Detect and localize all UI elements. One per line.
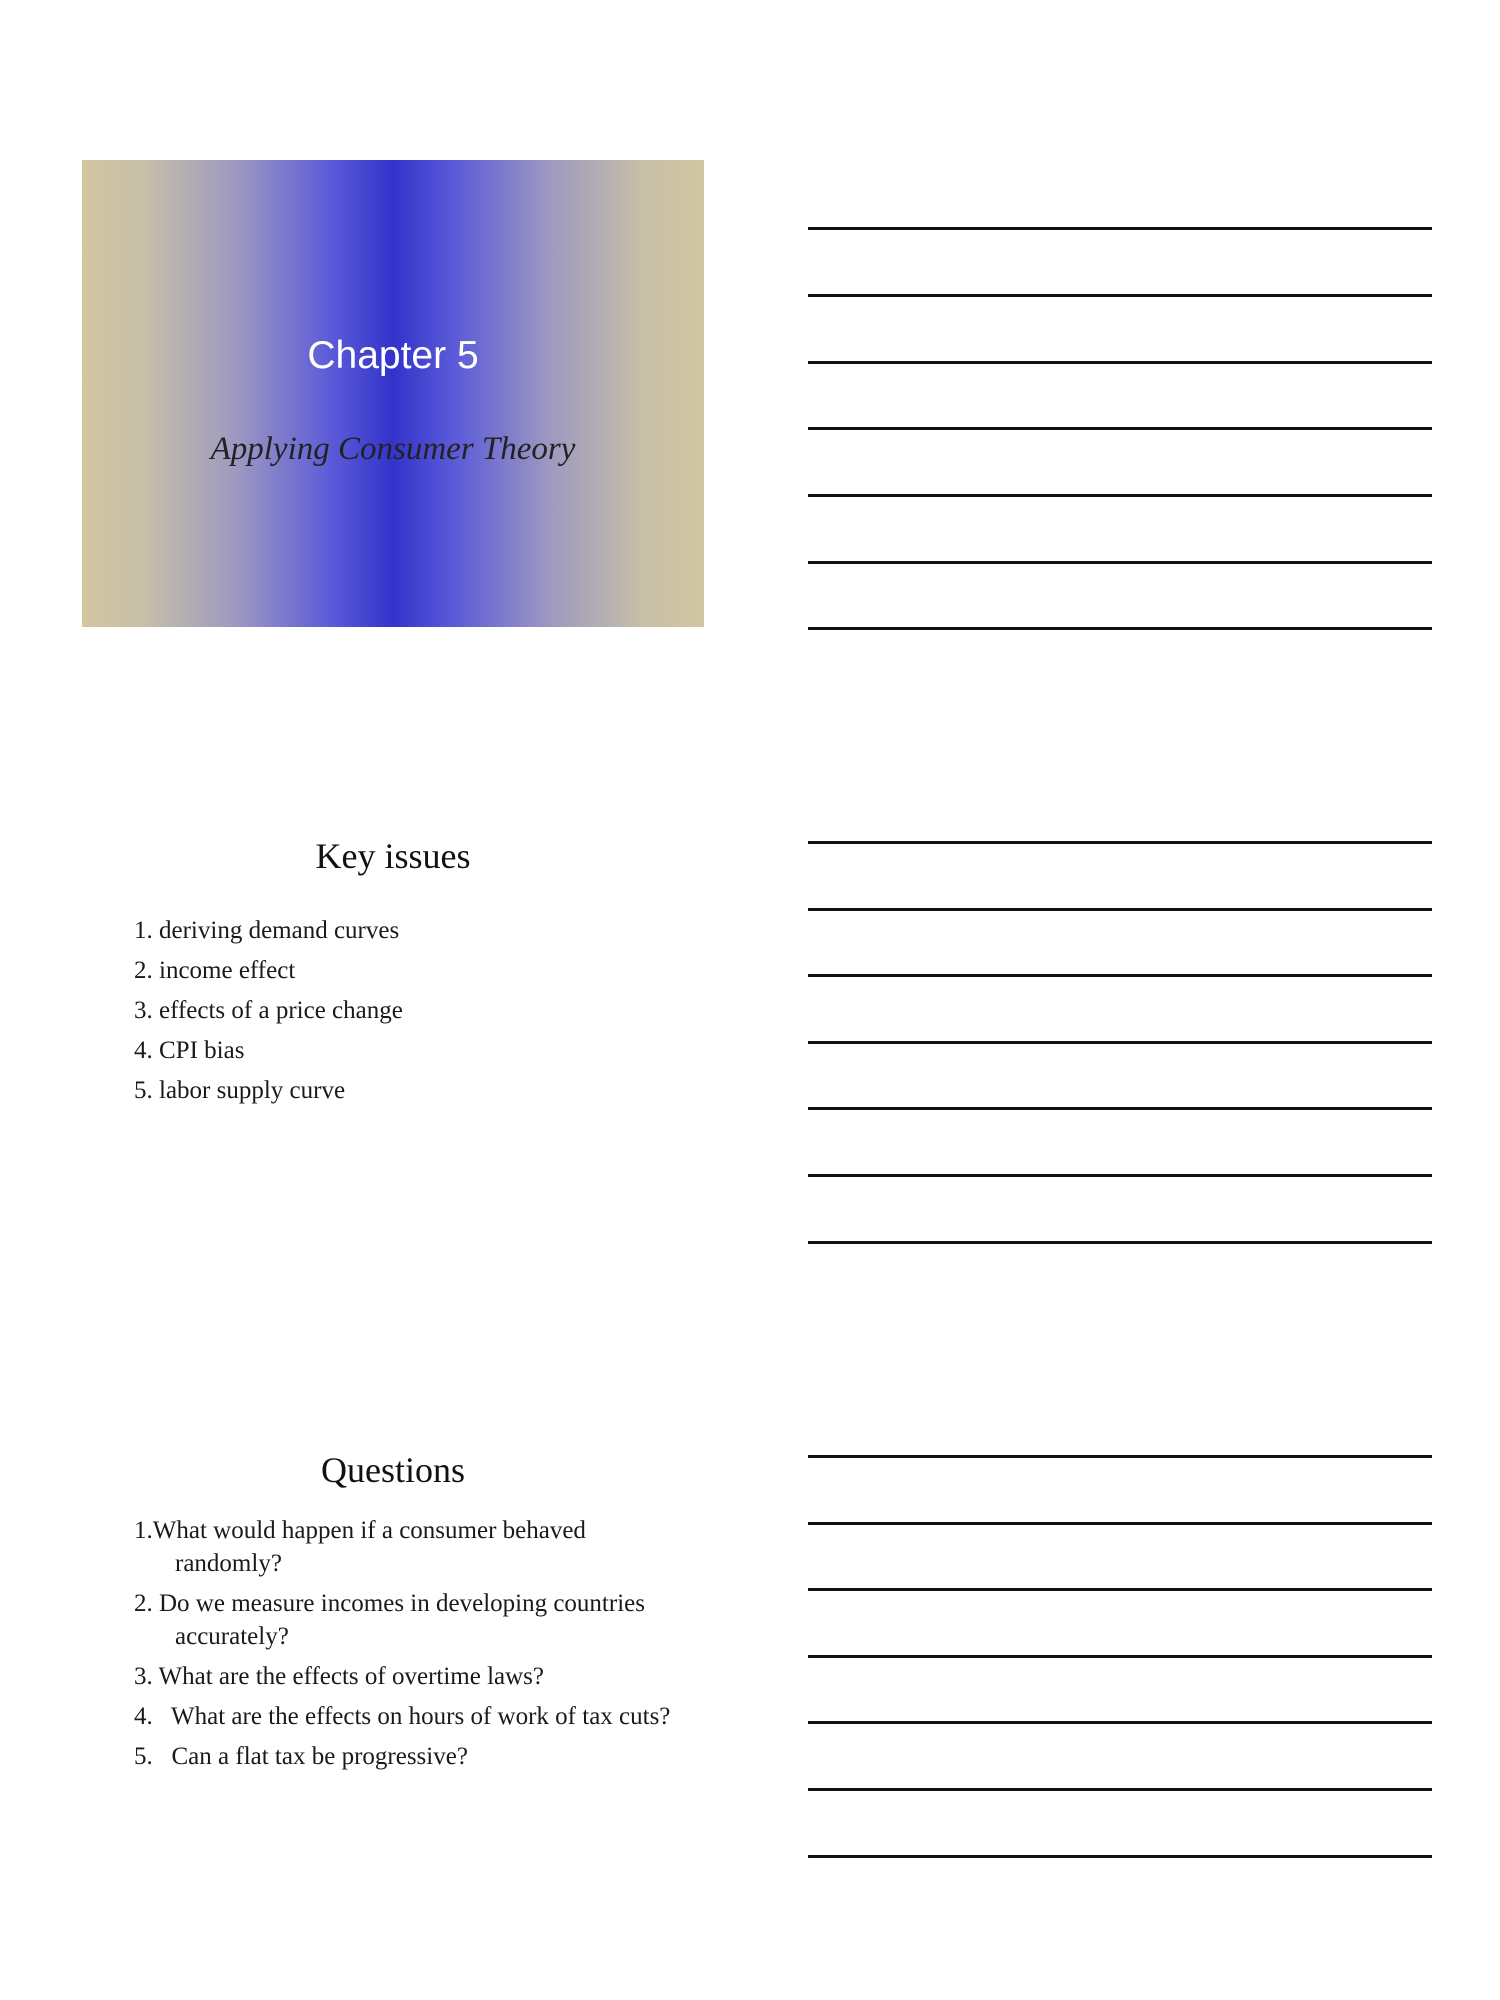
slide-heading: Key issues (315, 836, 471, 876)
note-line (808, 1241, 1432, 1244)
key-issues-slide (82, 826, 704, 1293)
list-item: 1. deriving demand curves (134, 917, 400, 944)
note-line (808, 1855, 1432, 1858)
note-line (808, 561, 1432, 564)
note-line (808, 974, 1432, 977)
list-item: 4. What are the effects on hours of work of tax cuts? (134, 1703, 671, 1730)
chapter-subtitle: Applying Consumer Theory (210, 431, 576, 467)
list-item: 2. income effect (134, 957, 296, 984)
note-line (808, 627, 1432, 630)
list-item: 5. labor supply curve (134, 1077, 346, 1104)
note-line (808, 361, 1432, 364)
note-line (808, 1788, 1432, 1791)
note-line (808, 427, 1432, 430)
questions-slide (82, 1440, 704, 1907)
note-line (808, 841, 1432, 844)
note-line (808, 1721, 1432, 1724)
list-item: 3. effects of a price change (134, 997, 403, 1024)
note-line (808, 1522, 1432, 1525)
note-line (808, 294, 1432, 297)
note-line (808, 1107, 1432, 1110)
note-line (808, 1041, 1432, 1044)
key-issues-list (134, 911, 684, 1111)
list-item: 3. What are the effects of overtime laws? (134, 1663, 545, 1690)
note-line (808, 494, 1432, 497)
list-item: 1.What would happen if a consumer behaved randomly? (134, 1517, 586, 1577)
note-line (808, 227, 1432, 230)
slide-heading: Questions (321, 1450, 465, 1490)
list-item: 4. CPI bias (134, 1037, 245, 1064)
note-line (808, 1455, 1432, 1458)
title-slide (82, 160, 704, 627)
questions-list (134, 1514, 684, 1780)
note-line (808, 1588, 1432, 1591)
note-line (808, 1655, 1432, 1658)
note-line (808, 908, 1432, 911)
list-item: 2. Do we measure incomes in developing countries accurately? (134, 1590, 645, 1650)
note-line (808, 1174, 1432, 1177)
list-item: 5. Can a flat tax be progressive? (134, 1743, 468, 1770)
chapter-title: Chapter 5 (307, 334, 479, 377)
